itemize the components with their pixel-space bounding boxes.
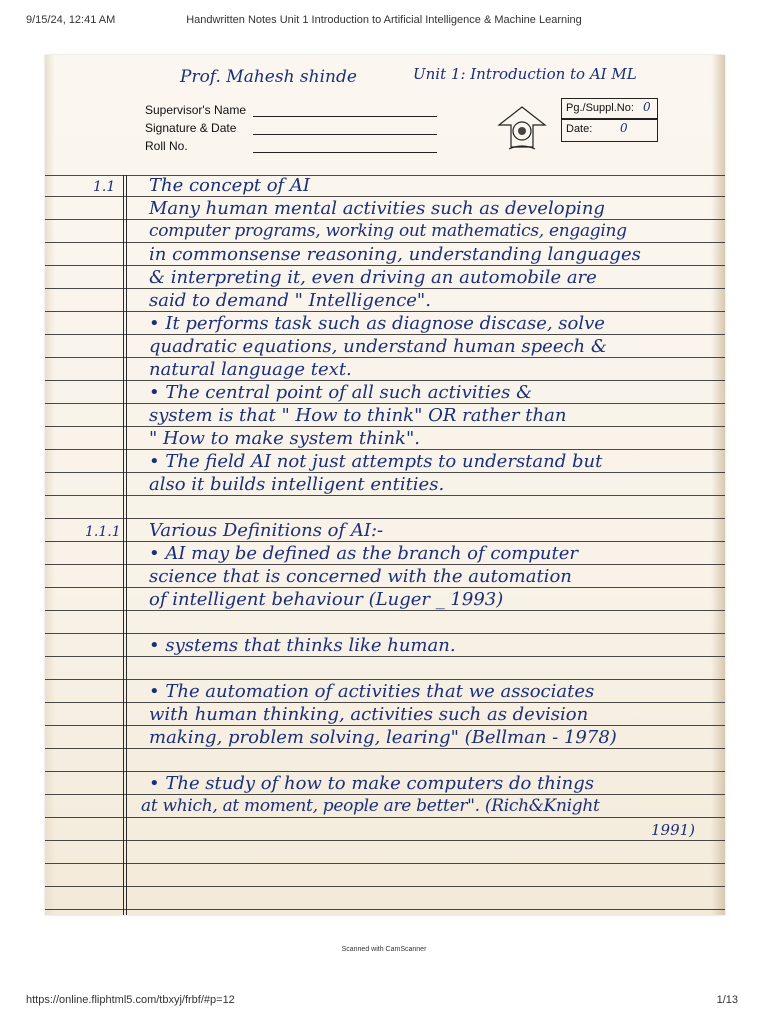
note-line: natural language text.	[149, 359, 352, 380]
note-line: of intelligent behaviour (Luger _ 1993)	[149, 589, 504, 610]
roll-line	[253, 152, 437, 153]
section-number: 1.1	[93, 179, 116, 195]
section-number: 1.1.1	[85, 524, 121, 540]
print-footer	[0, 994, 768, 1014]
university-seal-icon	[497, 105, 547, 151]
note-line: The concept of AI	[149, 175, 311, 196]
roll-label: Roll No.	[145, 139, 188, 153]
page-edge-right	[711, 55, 725, 915]
print-url: https://online.fliphtml5.com/tbxyj/frbf/#p=12	[26, 994, 235, 1006]
pg-label: Pg./Suppl.No:	[566, 102, 634, 114]
print-page-counter: 1/13	[716, 994, 738, 1006]
note-line: making, problem solving, learing" (Bellman - 1978)	[149, 727, 617, 748]
note-line: • The automation of activities that we associates	[149, 681, 595, 702]
note-line: Many human mental activities such as developing	[149, 198, 605, 219]
print-timestamp: 9/15/24, 12:41 AM	[26, 14, 116, 26]
note-line: said to demand " Intelligence".	[149, 290, 431, 311]
signature-line	[253, 134, 437, 135]
note-line: at which, at moment, people are better". (Rich&Knight	[141, 796, 600, 816]
note-line: with human thinking, activities such as devision	[149, 704, 589, 725]
note-line: system is that " How to think" OR rather than	[149, 405, 567, 426]
note-line: • The central point of all such activities &	[149, 382, 533, 403]
print-title: Handwritten Notes Unit 1 Introduction to Artificial Intelligence & Machine Learning	[186, 14, 582, 26]
note-line: • systems that thinks like human.	[149, 635, 456, 656]
note-line: Various Definitions of AI:-	[149, 520, 384, 541]
page-edge-left	[45, 55, 55, 915]
date-label: Date:	[566, 123, 593, 135]
unit-title: Unit 1: Introduction to AI ML	[413, 65, 637, 83]
note-line: • AI may be defined as the branch of computer	[149, 543, 578, 564]
note-line: computer programs, working out mathematics, engaging	[149, 221, 627, 241]
note-line: 1991)	[651, 821, 696, 839]
note-line: • The study of how to make computers do things	[149, 773, 595, 794]
notebook-page	[45, 55, 725, 915]
note-line: quadratic equations, understand human speech &	[149, 336, 607, 357]
date-value: 0	[620, 121, 628, 135]
prof-name: Prof. Mahesh shinde	[180, 67, 357, 87]
signature-label: Signature & Date	[145, 121, 237, 135]
note-line: & interpreting it, even driving an automobile are	[149, 267, 597, 288]
scan-watermark: Scanned with CamScanner	[341, 946, 427, 953]
supervisor-line	[253, 116, 437, 117]
note-line: also it builds intelligent entities.	[149, 474, 445, 495]
note-line: science that is concerned with the automation	[149, 566, 572, 587]
print-header	[0, 14, 768, 34]
note-line: • The field AI not just attempts to understand but	[149, 451, 603, 472]
note-line: • It performs task such as diagnose discase, solve	[149, 313, 605, 334]
pg-value: 0	[643, 100, 651, 114]
supervisor-label: Supervisor's Name	[145, 103, 246, 117]
note-line: " How to make system think".	[149, 428, 420, 449]
margin-rule-outer	[123, 175, 124, 915]
margin-rule-inner	[126, 175, 127, 915]
note-line: in commonsense reasoning, understanding languages	[149, 244, 641, 265]
